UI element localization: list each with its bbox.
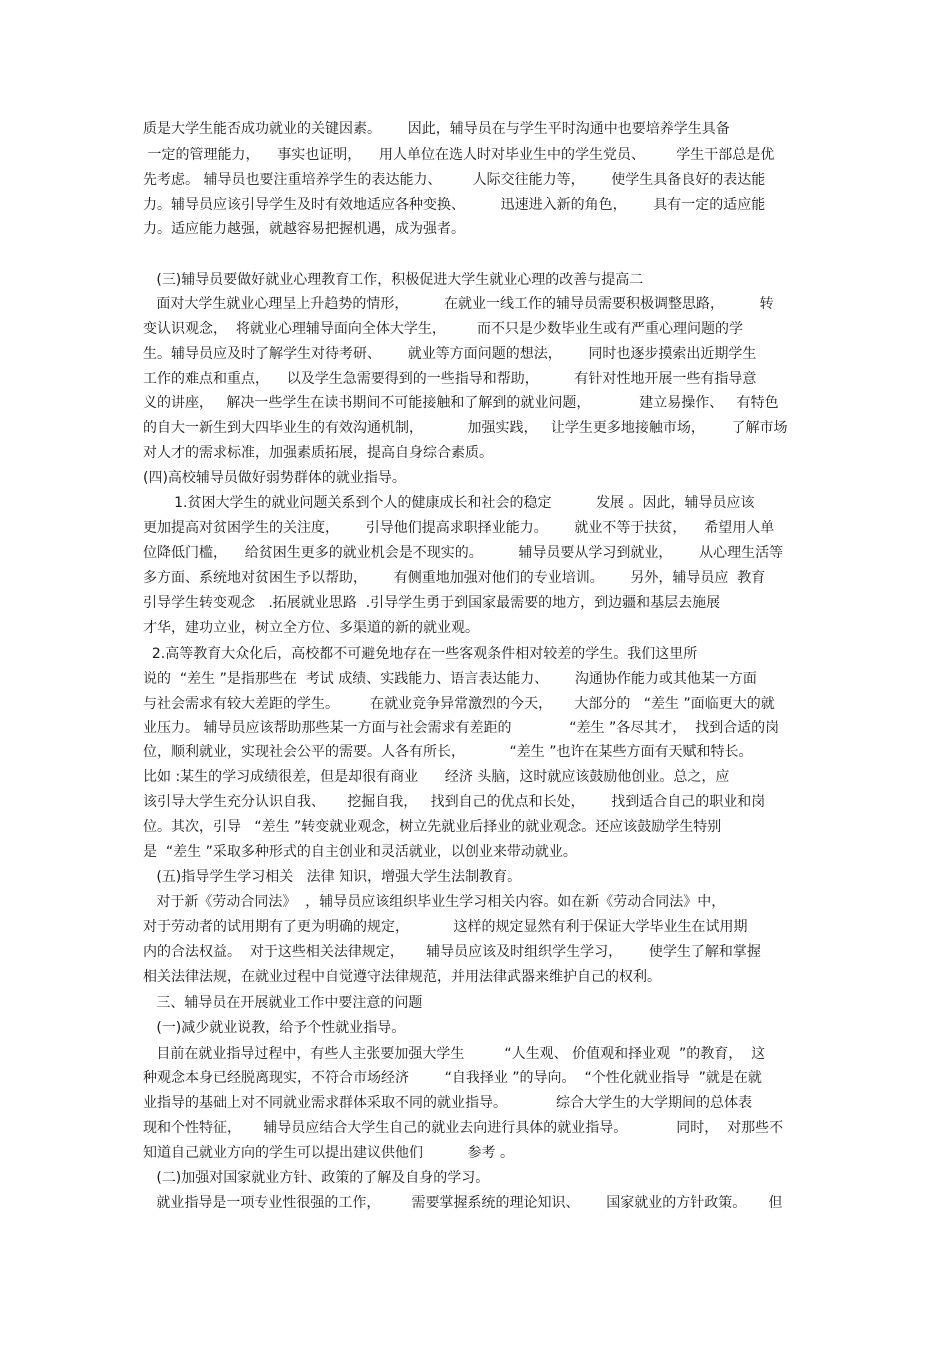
text-line: 生。辅导员应及时了解学生对待考研、 就业等方面问题的想法， 同时也逐步摸索出近期学生 bbox=[143, 346, 757, 362]
text-line: 位降低门槛， 给贫困生更多的就业机会是不现实的。 辅导员要从学习到就业， 从心理生活等 bbox=[143, 545, 784, 561]
text-line: 一定的管理能力， 事实也证明， 用人单位在选人时对毕业生中的学生党员、 学生干部总是优 bbox=[143, 147, 775, 163]
text-line: 内的合法权益。 对于这些相关法律规定， 辅导员应该及时组织学生学习， 使学生了解和掌握 bbox=[143, 944, 761, 960]
section-heading: (一)减少就业说教，给予个性就业指导。 bbox=[143, 1020, 406, 1036]
text-line: 该引导大学生充分认识自我、 挖掘自我， 找到自己的优点和长处， 找到适合自己的职业和岗 bbox=[143, 794, 766, 810]
text-line: 质是大学生能否成功就业的关键因素。 因此，辅导员在与学生平时沟通中也要培养学生具备 bbox=[143, 121, 730, 137]
text-line: 对于劳动者的试用期有了更为明确的规定， 这样的规定显然有利于保证大学毕业生在试用期 bbox=[143, 919, 748, 935]
text-line: 工作的难点和重点， 以及学生急需要得到的一些指导和帮助， 有针对性地开展一些有指导意 bbox=[143, 371, 757, 387]
section-heading: (四)高校辅导员做好弱势群体的就业指导。 bbox=[143, 470, 406, 486]
text-line: 业压力。 辅导员应该帮助那些某一方面与社会需求有差距的 “差生 ”各尽其才， 找到合适的岗 bbox=[143, 720, 780, 736]
text-line: 1.贫困大学生的就业问题关系到个人的健康成长和社会的稳定 发展 。因此，辅导员应该 bbox=[143, 495, 755, 511]
section-heading: 三、辅导员在开展就业工作中要注意的问题 bbox=[143, 995, 423, 1011]
text-line: 与社会需求有较大差距的学生。 在就业竞争异常激烈的今天， 大部分的 “差生 ”面临更大的就 bbox=[143, 696, 775, 712]
text-line: 目前在就业指导过程中，有些人主张要加强大学生 “人生观、 价值观和择业观 ”的教育， 这 bbox=[143, 1046, 766, 1062]
text-line: 先考虑。 辅导员也要注重培养学生的表达能力、 人际交往能力等， 使学生具备良好的表达能 bbox=[143, 172, 766, 188]
text-line: 才华，建功立业，树立全方位、多渠道的新的就业观。 bbox=[143, 620, 479, 636]
text-line: 比如 :某生的学习成绩很差，但是却很有商业 经济 头脑，这时就应该鼓励他创业。总之，应 bbox=[143, 769, 730, 785]
text-line: 变认识观念， 将就业心理辅导面向全体大学生， 而不只是少数毕业生或有严重心理问题的学 bbox=[143, 321, 744, 337]
text-line: 的自大一新生到大四毕业生的有效沟通机制， 加强实践， 让学生更多地接触市场， 了解市场 bbox=[143, 420, 788, 436]
text-line: 种观念本身已经脱离现实，不符合市场经济 “自我择业 ”的导向。 “个性化就业指导 ”就是在就 bbox=[143, 1070, 762, 1086]
text-line: 义的讲座， 解决一些学生在读书期间不可能接触和了解到的就业问题， 建立易操作、 有特色 bbox=[143, 395, 779, 411]
section-heading: (五)指导学生学习相关 法律 知识，增强大学生法制教育。 bbox=[143, 869, 522, 885]
text-line: 知道自己就业方向的学生可以提出建议供他们 参考 。 bbox=[143, 1145, 514, 1161]
text-line: 面对大学生就业心理呈上升趋势的情形， 在就业一线工作的辅导员需要积极调整思路， 转 bbox=[143, 296, 774, 312]
text-line: 就业指导是一项专业性很强的工作， 需要掌握系统的理论知识、 国家就业的方针政策。 但 bbox=[143, 1195, 783, 1211]
text-line: 引导学生转变观念 .拓展就业思路 .引导学生勇于到国家最需要的地方，到边疆和基层去施展 bbox=[143, 595, 721, 611]
text-line: 力。适应能力越强，就越容易把握机遇，成为强者。 bbox=[143, 221, 465, 237]
text-line: 更加提高对贫困学生的关注度， 引导他们提高求职择业能力。 就业不等于扶贫， 希望用人单 bbox=[143, 520, 775, 536]
text-line: 说的 “差生 ”是指那些在 考试 成绩、实践能力、语言表达能力、 沟通协作能力或其他某一方面 bbox=[143, 671, 757, 687]
text-line: 业指导的基础上对不同就业需求群体采取不同的就业指导。 综合大学生的大学期间的总体表 bbox=[143, 1095, 752, 1111]
text-line: 多方面、系统地对贫困生予以帮助， 有侧重地加强对他们的专业培训。 另外，辅导员应 教育 bbox=[143, 570, 766, 586]
text-line: 相关法律法规，在就业过程中自觉遵守法律规范，并用法律武器来维护自己的权利。 bbox=[143, 969, 661, 985]
text-line: 对人才的需求标准，加强素质拓展，提高自身综合素质。 bbox=[143, 445, 493, 461]
text-line: 力。辅导员应该引导学生及时有效地适应各种变换、 迅速进入新的角色， 具有一定的适应能 bbox=[143, 197, 766, 213]
text-line: 位，顺利就业，实现社会公平的需要。人各有所长， “差生 ”也许在某些方面有天赋和特长。 bbox=[143, 744, 753, 760]
section-heading: (三)辅导员要做好就业心理教育工作，积极促进大学生就业心理的改善与提高二 bbox=[143, 272, 644, 288]
text-line: 是 “差生 ”采取多种形式的自主创业和灵活就业，以创业来带动就业。 bbox=[143, 844, 577, 860]
section-heading: (二)加强对国家就业方针、政策的了解及自身的学习。 bbox=[143, 1170, 490, 1186]
text-line: 对于新《劳动合同法》 ，辅导员应该组织毕业生学习相关内容。如在新《劳动合同法》中， bbox=[143, 894, 726, 910]
text-line: 现和个性特征， 辅导员应结合大学生自己的就业去向进行具体的就业指导。 同时， 对那些不 bbox=[143, 1120, 784, 1136]
text-line: 2.高等教育大众化后，高校都不可避免地存在一些客观条件相对较差的学生。我们这里所 bbox=[143, 646, 698, 662]
text-line: 位。其次，引导 “差生 ”转变就业观念，树立先就业后择业的就业观念。还应该鼓励学生特别 bbox=[143, 819, 722, 835]
